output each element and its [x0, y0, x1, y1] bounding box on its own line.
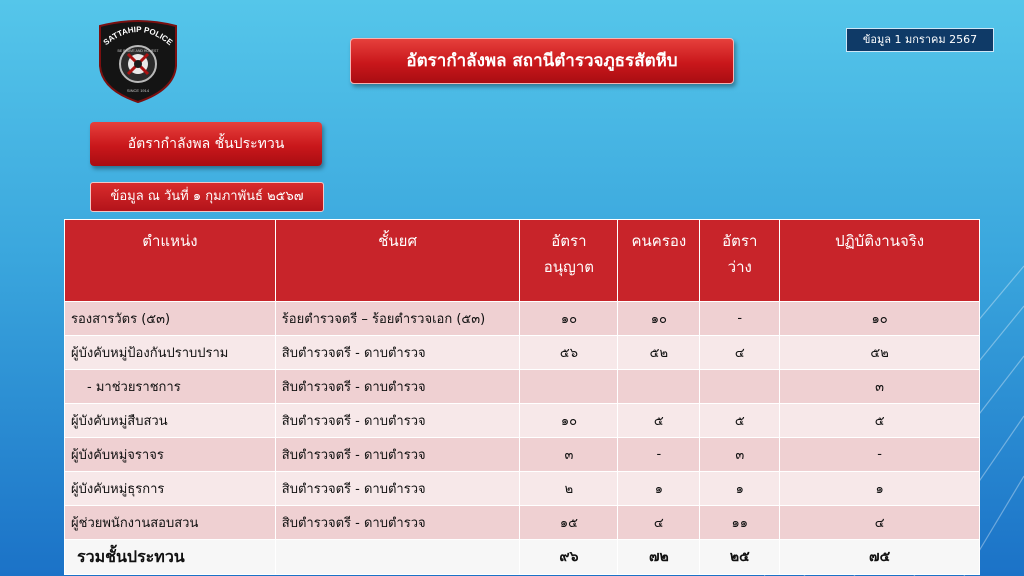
- col-header-authorized: อัตรา อนุญาต: [520, 220, 618, 302]
- svg-text:SATTAHIP POLICE: SATTAHIP POLICE: [101, 24, 175, 48]
- cell-authorized: ๑๕: [520, 506, 618, 540]
- total-authorized: ๙๖: [520, 540, 618, 575]
- cell-vacant: [700, 370, 780, 404]
- cell-actual: ๓: [780, 370, 980, 404]
- cell-actual: ๕: [780, 404, 980, 438]
- cell-position: ผู้บังคับหมู่ธุรการ: [65, 472, 276, 506]
- as-of-date: ข้อมูล ณ วันที่ ๑ กุมภาพันธ์ ๒๕๖๗: [90, 182, 324, 212]
- total-occupied: ๗๒: [618, 540, 700, 575]
- table-row: [65, 336, 980, 370]
- col-header-vacant: อัตรา ว่าง: [700, 220, 780, 302]
- cell-position: ผู้บังคับหมู่จราจร: [65, 438, 276, 472]
- cell-authorized: ๑๐: [520, 302, 618, 336]
- table-header-row: [65, 220, 980, 302]
- col-header-occupied: คนครอง: [618, 220, 700, 302]
- table-row: [65, 506, 980, 540]
- cell-vacant: ๑: [700, 472, 780, 506]
- cell-vacant: ๔: [700, 336, 780, 370]
- svg-text:BE BRAVE AND HONEST: BE BRAVE AND HONEST: [117, 49, 159, 53]
- table-row: [65, 472, 980, 506]
- cell-authorized: ๑๐: [520, 404, 618, 438]
- cell-position: - มาช่วยราชการ: [65, 370, 276, 404]
- total-rank: [275, 540, 520, 575]
- col-header-actual: ปฏิบัติงานจริง: [780, 220, 980, 302]
- cell-vacant: ๓: [700, 438, 780, 472]
- cell-vacant: -: [700, 302, 780, 336]
- cell-rank: ร้อยตำรวจตรี – ร้อยตำรวจเอก (๕๓): [275, 302, 520, 336]
- manpower-table: [64, 219, 980, 575]
- cell-position: ผู้บังคับหมู่สืบสวน: [65, 404, 276, 438]
- cell-occupied: [618, 370, 700, 404]
- cell-occupied: ๑๐: [618, 302, 700, 336]
- cell-authorized: ๒: [520, 472, 618, 506]
- col-header-position: ตำแหน่ง: [65, 220, 276, 302]
- table-row: [65, 404, 980, 438]
- svg-text:SINCE 1914: SINCE 1914: [126, 88, 150, 93]
- col-header-rank: ชั้นยศ: [275, 220, 520, 302]
- table-row: [65, 438, 980, 472]
- cell-actual: -: [780, 438, 980, 472]
- cell-position: ผู้บังคับหมู่ป้องกันปราบปราม: [65, 336, 276, 370]
- cell-actual: ๑: [780, 472, 980, 506]
- cell-occupied: ๔: [618, 506, 700, 540]
- page-title: อัตรากำลังพล สถานีตำรวจภูธรสัตหีบ: [350, 38, 734, 84]
- cell-position: ผู้ช่วยพนักงานสอบสวน: [65, 506, 276, 540]
- cell-rank: สิบตำรวจตรี - ดาบตำรวจ: [275, 506, 520, 540]
- cell-authorized: ๕๖: [520, 336, 618, 370]
- section-subtitle: อัตรากำลังพล ชั้นประทวน: [90, 122, 322, 166]
- cell-actual: ๔: [780, 506, 980, 540]
- cell-occupied: ๕๒: [618, 336, 700, 370]
- table-row: [65, 302, 980, 336]
- cell-occupied: -: [618, 438, 700, 472]
- cell-vacant: ๕: [700, 404, 780, 438]
- cell-position: รองสารวัตร (๕๓): [65, 302, 276, 336]
- cell-rank: สิบตำรวจตรี - ดาบตำรวจ: [275, 370, 520, 404]
- cell-authorized: ๓: [520, 438, 618, 472]
- data-date-note: ข้อมูล 1 มกราคม 2567: [846, 28, 994, 52]
- table-row: [65, 370, 980, 404]
- cell-rank: สิบตำรวจตรี - ดาบตำรวจ: [275, 472, 520, 506]
- cell-rank: สิบตำรวจตรี - ดาบตำรวจ: [275, 404, 520, 438]
- police-badge-logo: [96, 18, 180, 104]
- total-vacant: ๒๕: [700, 540, 780, 575]
- cell-rank: สิบตำรวจตรี - ดาบตำรวจ: [275, 438, 520, 472]
- cell-rank: สิบตำรวจตรี - ดาบตำรวจ: [275, 336, 520, 370]
- total-row: [65, 540, 980, 575]
- cell-vacant: ๑๑: [700, 506, 780, 540]
- cell-actual: ๕๒: [780, 336, 980, 370]
- cell-actual: ๑๐: [780, 302, 980, 336]
- total-actual: ๗๕: [780, 540, 980, 575]
- cell-occupied: ๕: [618, 404, 700, 438]
- cell-authorized: [520, 370, 618, 404]
- total-label: รวมชั้นประทวน: [65, 540, 276, 575]
- cell-occupied: ๑: [618, 472, 700, 506]
